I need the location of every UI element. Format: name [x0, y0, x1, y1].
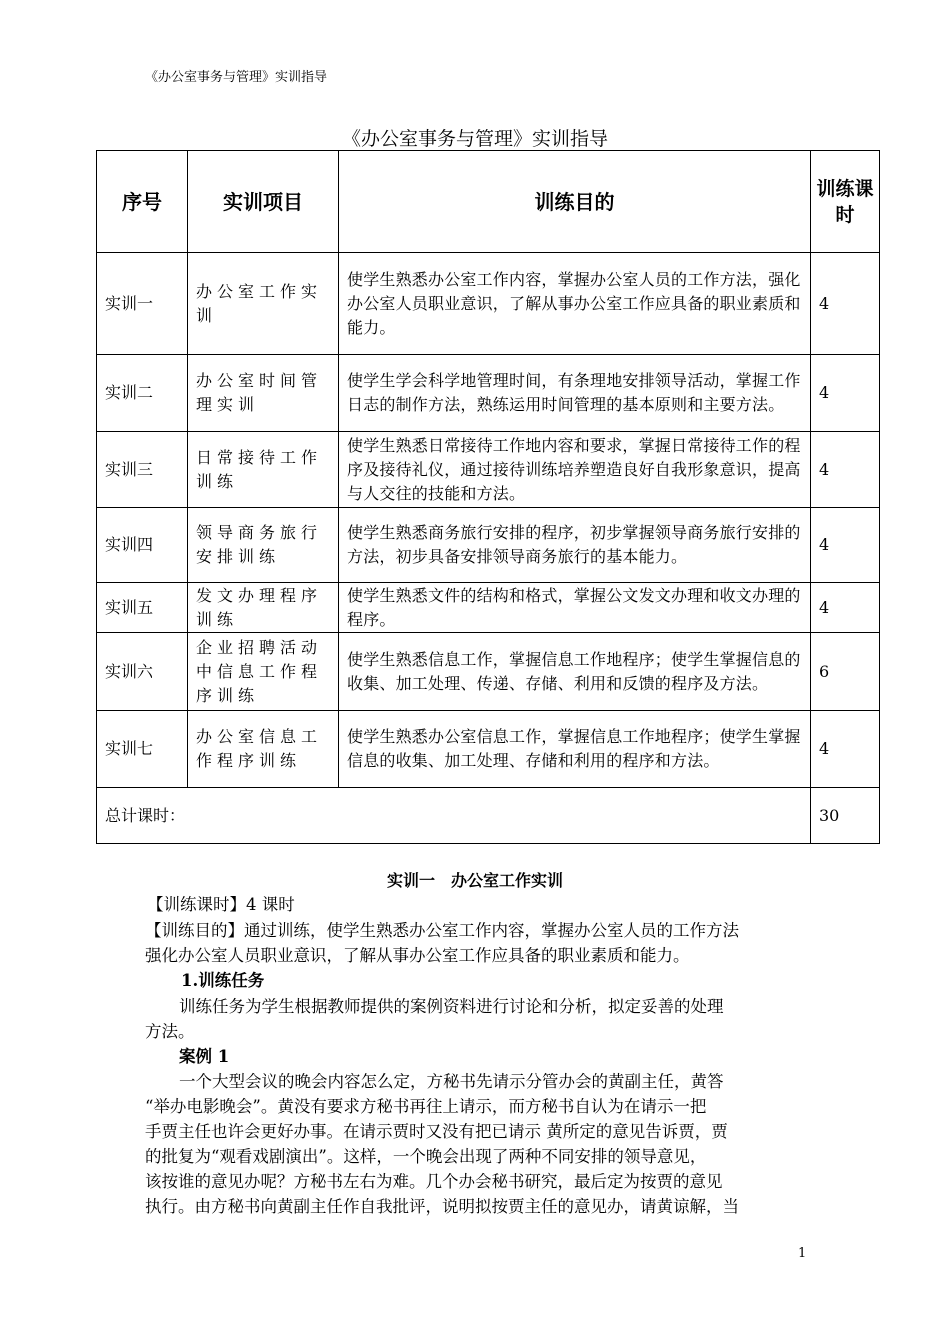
training-goal-line: 【训练目的】通过训练，使学生熟悉办公室工作内容，掌握办公室人员的工作方法 — [145, 921, 739, 940]
row-project: 办公室时间管理实训 — [188, 355, 339, 432]
body-text-line: 训练任务为学生根据教师提供的案例资料进行讨论和分析，拟定妥善的处理 — [179, 997, 724, 1016]
body-text-line: 执行。由方秘书向黄副主任作自我批评，说明拟按贾主任的意见办，请黄谅解，当 — [145, 1197, 739, 1216]
row-project: 企业招聘活动中信息工作程序训练 — [188, 633, 339, 711]
section-title: 实训一 办公室工作实训 — [386, 871, 563, 890]
training-plan-table — [96, 150, 880, 844]
total-hours: 30 — [811, 788, 880, 844]
row-no: 实训三 — [97, 432, 188, 508]
row-hours: 6 — [811, 633, 880, 711]
body-text-line: “举办电影晚会”。黄没有要求方秘书再往上请示，而方秘书自认为在请示一把 — [145, 1097, 707, 1116]
row-hours: 4 — [811, 583, 880, 633]
table-total-row — [97, 788, 880, 844]
row-project: 发文办理程序训练 — [188, 583, 339, 633]
header-hours: 训练课时 — [811, 151, 880, 253]
row-no: 实训四 — [97, 508, 188, 583]
row-no: 实训二 — [97, 355, 188, 432]
row-no: 实训七 — [97, 711, 188, 788]
table-row — [97, 432, 880, 508]
row-hours: 4 — [811, 711, 880, 788]
table-header-row — [97, 151, 880, 253]
body-text-line: 方法。 — [145, 1022, 195, 1041]
page-header: 《办公室事务与管理》实训指导 — [145, 70, 328, 85]
table-row — [97, 711, 880, 788]
training-hours-line: 【训练课时】4 课时 — [147, 895, 295, 914]
header-project: 实训项目 — [188, 151, 339, 253]
body-text-line: 一个大型会议的晚会内容怎么定，方秘书先请示分管办会的黄副主任，黄答 — [179, 1072, 724, 1091]
row-goal: 使学生熟悉信息工作，掌握信息工作地程序；使学生掌握信息的收集、加工处理、传递、存储、利用和反馈的程序及方法。 — [339, 633, 811, 711]
row-project: 办公室工作实训 — [188, 253, 339, 355]
row-hours: 4 — [811, 355, 880, 432]
table-row — [97, 583, 880, 633]
row-no: 实训一 — [97, 253, 188, 355]
body-text-line: 强化办公室人员职业意识，了解从事办公室工作应具备的职业素质和能力。 — [145, 946, 690, 965]
row-goal: 使学生熟悉日常接待工作地内容和要求，掌握日常接待工作的程序及接待礼仪，通过接待训练培养塑造良好自我形象意识，提高与人交往的技能和方法。 — [339, 432, 811, 508]
row-no: 实训五 — [97, 583, 188, 633]
table-row — [97, 253, 880, 355]
row-project: 办公室信息工作程序训练 — [188, 711, 339, 788]
row-hours: 4 — [811, 253, 880, 355]
table-row — [97, 355, 880, 432]
table-row — [97, 633, 880, 711]
row-hours: 4 — [811, 508, 880, 583]
body-text-line: 手贾主任也许会更好办事。在请示贾时又没有把已请示 黄所定的意见告诉贾，贾 — [145, 1122, 728, 1141]
body-text-line: 该按谁的意见办呢？方秘书左右为难。几个办会秘书研究，最后定为按贾的意见 — [145, 1172, 723, 1191]
row-no: 实训六 — [97, 633, 188, 711]
header-no: 序号 — [97, 151, 188, 253]
document-title: 《办公室事务与管理》实训指导 — [341, 128, 608, 150]
row-goal: 使学生熟悉办公室信息工作，掌握信息工作地程序；使学生掌握信息的收集、加工处理、存储和利用的程序和方法。 — [339, 711, 811, 788]
row-project: 领导商务旅行安排训练 — [188, 508, 339, 583]
total-label: 总计课时： — [97, 788, 811, 844]
page-number: 1 — [798, 1246, 807, 1261]
row-goal: 使学生熟悉办公室工作内容，掌握办公室人员的工作方法，强化办公室人员职业意识，了解从事办公室工作应具备的职业素质和能力。 — [339, 253, 811, 355]
table-row — [97, 508, 880, 583]
header-goal: 训练目的 — [339, 151, 811, 253]
row-project: 日常接待工作训练 — [188, 432, 339, 508]
case-heading: 案例 1 — [179, 1047, 230, 1066]
row-goal: 使学生学会科学地管理时间，有条理地安排领导活动，掌握工作日志的制作方法，熟练运用时间管理的基本原则和主要方法。 — [339, 355, 811, 432]
row-hours: 4 — [811, 432, 880, 508]
row-goal: 使学生熟悉商务旅行安排的程序，初步掌握领导商务旅行安排的方法，初步具备安排领导商务旅行的基本能力。 — [339, 508, 811, 583]
row-goal: 使学生熟悉文件的结构和格式，掌握公文发文办理和收文办理的程序。 — [339, 583, 811, 633]
subsection-heading: 1.训练任务 — [181, 971, 265, 990]
body-text-line: 的批复为“观看戏剧演出”。这样，一个晚会出现了两种不同安排的领导意见， — [145, 1147, 707, 1166]
